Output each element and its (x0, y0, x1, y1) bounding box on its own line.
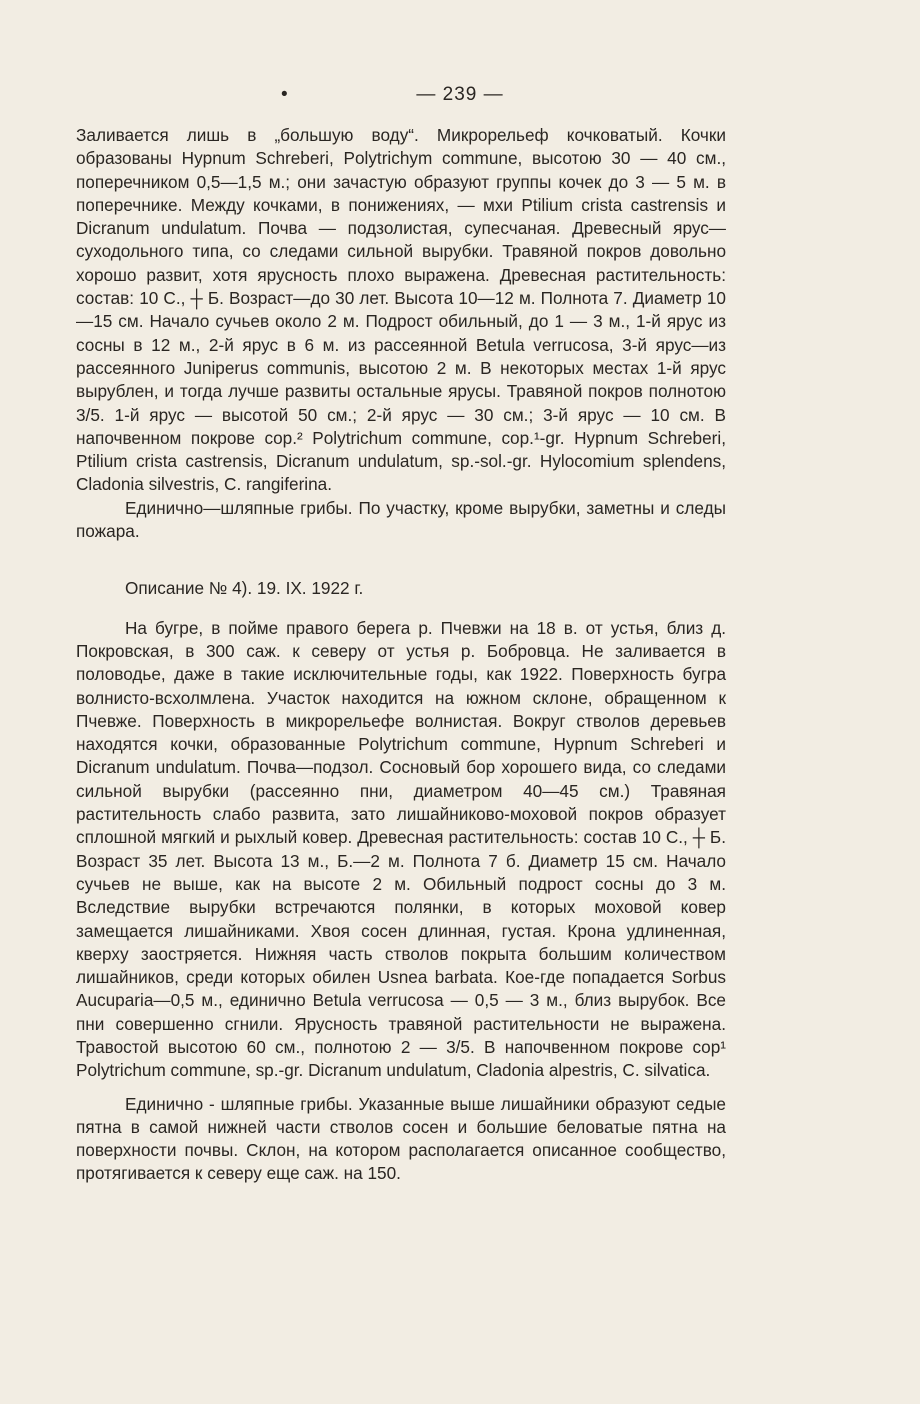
paragraph-3: На бугре, в пойме правого берега р. Пчевжи на 18 в. от устья, близ д. Покровская, в 300 саж. к северу от устья р. Бобровца. Не заливается в половодье, даже в такие исключительные годы, как 1922. Поверхность бугра волнисто-всхолмлена. Участок находится на южном склоне, обращенном к Пчевже. Поверхность в микрорельефе волнистая. Вокруг стволов деревьев находятся кочки, образованные Polytrichum commune, Hypnum Schreberi и Dicranum undulatum. Почва—подзол. Сосновый бор хорошего вида, со следами сильной вырубки (рассеянно пни, диаметром 40—45 см.) Травяная растительность слабо развита, зато лишайниково-моховой покров образует сплошной мягкий и рыхлый ковер. Древесная растительность: состав 10 С., ┼ Б. Возраст 35 лет. Высота 13 м., Б.—2 м. Полнота 7 б. Диаметр 15 см. Начало сучьев не выше, как на высоте 2 м. Обильный подрост сосны до 3 м. Вследствие вырубки встречаются полянки, в которых моховой ковер замещается лишайниками. Хвоя сосен длинная, густая. Крона удлиненная, кверху заостряется. Нижняя часть стволов покрыта большим количеством лишайников, среди которых обилен Usnea barbata. Кое-где попадается Sorbus Aucuparia—0,5 м., единично Betula verrucosa — 0,5 — 3 м., близ вырубок. Все пни совершенно сгнили. Ярусность травяной растительности не выражена. Травостой высотою 60 см., полнотою 2 — 3/5. В напочвенном покрове cop¹ Polytrichum commune, sp.-gr. Dicranum undulatum, Cladonia alpestris, C. silvatica. (76, 617, 726, 1081)
section-heading: Описание № 4). 19. IX. 1922 г. (125, 578, 364, 599)
paragraph-1: Заливается лишь в „большую воду“. Микрорельеф кочковатый. Кочки образованы Hypnum Schreberi, Polytrichym commune, высотою 30 — 40 см., поперечником 0,5—1,5 м.; они зачастую образуют группы кочек до 3 — 5 м. в поперечнике. Между кочками, в понижениях, — мхи Ptilium crista castrensis и Dicranum undulatum. Почва — подзолистая, супесчаная. Древесный ярус—суходольного типа, со следами сильной вырубки. Травяной покров довольно хорошо развит, хотя ярусность плохо выражена. Древесная растительность: состав: 10 С., ┼ Б. Возраст—до 30 лет. Высота 10—12 м. Полнота 7. Диаметр 10—15 см. Начало сучьев около 2 м. Подрост обильный, до 1 — 3 м., 1-й ярус из сосны в 12 м., 2-й ярус в 6 м. из рассеянной Betula verrucosa, 3-й ярус—из рассеянного Juniperus communis, высотою 2 м. В некоторых местах 1-й ярус вырублен, и тогда лучше развиты остальные ярусы. Травяной покров полнотою 3/5. 1-й ярус — высотой 50 см.; 2-й ярус — 30 см.; 3-й ярус — 10 см. В напочвенном покрове cop.² Polytrichum commune, cop.¹-gr. Hypnum Schreberi, Ptilium crista castrensis, Dicranum undulatum, sp.-sol.-gr. Hylocomium splendens, Cladonia silvestris, C. rangiferina. (76, 125, 726, 495)
paragraph-4: Единично - шляпные грибы. Указанные выше лишайники образуют седые пятна в самой нижней части стволов сосен и большие беловатые пятна на поверхности почвы. Склон, на котором располагается описанное сообщество, протягивается к северу еще саж. на 150. (76, 1093, 726, 1184)
page-number: — 239 — (416, 84, 504, 105)
page-body (76, 124, 726, 1186)
paragraph-2: Единично—шляпные грибы. По участку, кроме вырубки, заметны и следы пожара. (76, 497, 726, 542)
page-mark: • (281, 84, 288, 105)
